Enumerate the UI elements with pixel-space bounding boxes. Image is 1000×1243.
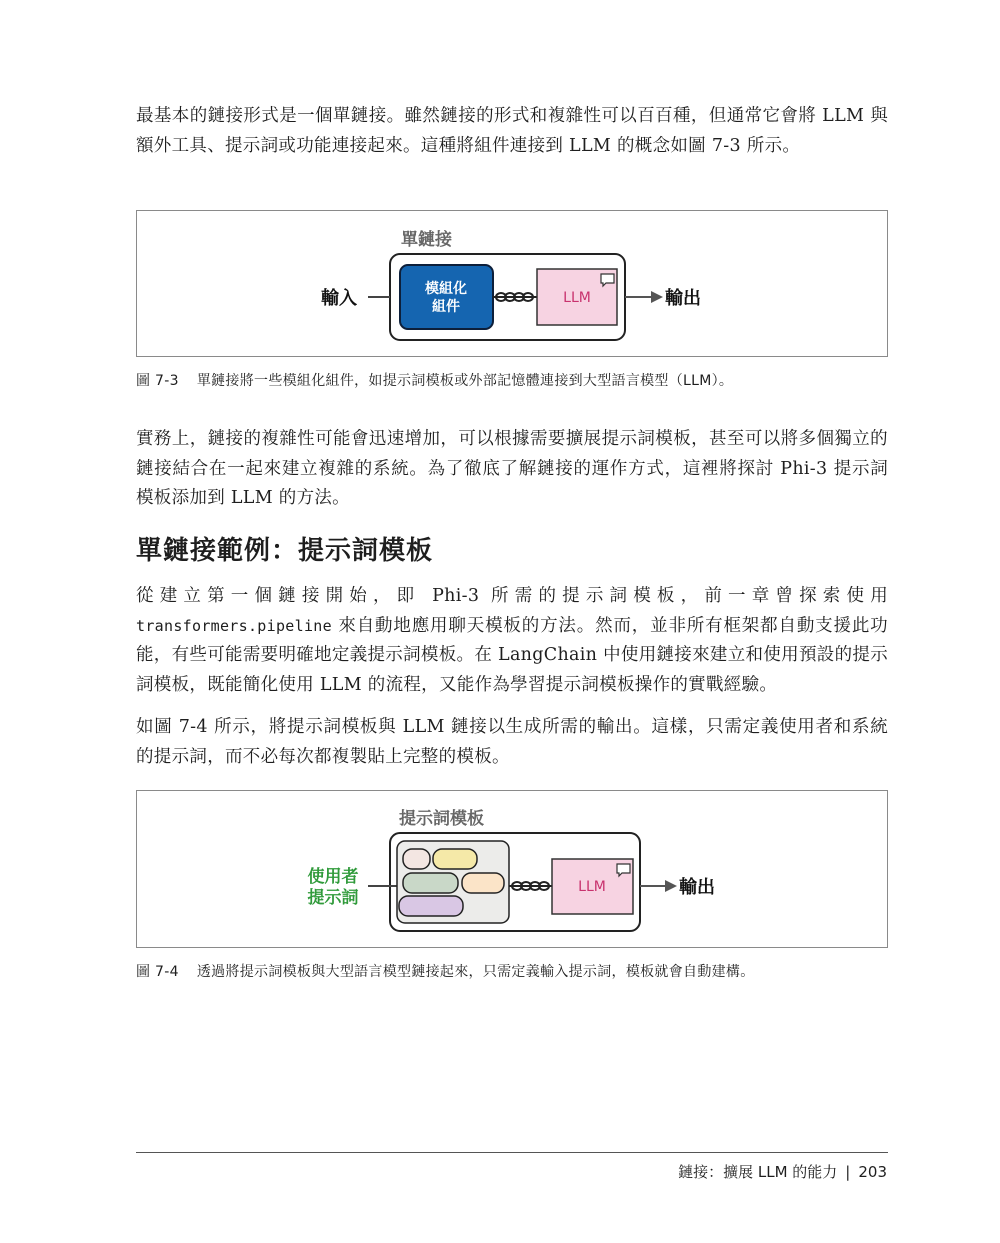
user-prompt-label-1: 使用者 [307, 867, 359, 887]
caption-text: 單鏈接將一些模組化組件，如提示詞模板或外部記憶體連接到大型語言模型（LLM）。 [196, 373, 734, 389]
output-label: 輸出 [679, 877, 715, 898]
paragraph-figure-ref: 如圖 7-4 所示，將提示詞模板與 LLM 鏈接以生成所需的輸出。這樣，只需定義使用者和系統的提示詞，而不必每次都複製貼上完整的模板。 [136, 717, 888, 767]
input-label: 輸入 [321, 288, 357, 309]
inline-code: transformers.pipeline [136, 616, 332, 635]
output-arrow-icon [665, 880, 677, 892]
template-slot [433, 849, 477, 869]
paragraph-complexity: 實務上，鏈接的複雜性可能會迅速增加，可以根據需要擴展提示詞模板，甚至可以將多個獨立的鏈接結合在一起來建立複雜的系統。為了徹底了解鏈接的運作方式，這裡將探討 Phi-3 提示詞模板添加到 LLM 的方法。 [136, 429, 888, 508]
caption-number: 圖 7-4 [136, 964, 179, 980]
figure-7-3 [136, 210, 888, 357]
modular-component-label-1: 模組化 [425, 281, 467, 297]
template-slot [462, 873, 504, 893]
template-slot [403, 849, 430, 869]
paragraph-example: 從建立第一個鏈接開始，即 Phi-3 所需的提示詞模板，前一章曾探索使用 transformers.pipeline 來自動地應用聊天模板的方法。然而，並非所有框架都自動支援此功能，有些可能需要明確地定義提示詞模板。在 LangChain 中使用鏈接來建立和使用預設的提示詞模板，既能簡化使用 LLM 的流程，又能作為學習提示詞模板操作的實戰經驗。 [136, 586, 888, 695]
single-chain-diagram [137, 211, 887, 356]
output-arrow-icon [651, 291, 663, 303]
template-slot [403, 873, 458, 893]
footer-chapter-title: 鏈接：擴展 LLM 的能力 [678, 1163, 838, 1181]
figure-7-4-caption [136, 961, 755, 981]
modular-component-box [400, 265, 493, 329]
modular-component-label-2: 組件 [432, 299, 460, 315]
footer-separator: | [845, 1163, 851, 1181]
figure-7-4 [136, 790, 888, 948]
output-label: 輸出 [665, 288, 701, 309]
page-number: 203 [858, 1163, 887, 1181]
user-prompt-label-2: 提示詞 [307, 888, 359, 908]
prompt-template-title: 提示詞模板 [399, 809, 484, 829]
caption-text: 透過將提示詞模板與大型語言模型鏈接起來，只需定義輸入提示詞，模板就會自動建構。 [196, 964, 755, 980]
paragraph-intro: 最基本的鏈接形式是一個單鏈接。雖然鏈接的形式和複雜性可以百百種，但通常它會將 LLM 與額外工具、提示詞或功能連接起來。這種將組件連接到 LLM 的概念如圖 7-3 所示。 [136, 106, 888, 156]
figure-7-3-caption [136, 370, 733, 390]
section-heading: 單鏈接範例：提示詞模板 [136, 536, 434, 566]
footer-divider [136, 1152, 888, 1153]
llm-label: LLM [578, 879, 606, 895]
page-footer [678, 1161, 887, 1182]
prompt-template-diagram [137, 791, 887, 947]
single-chain-title: 單鏈接 [401, 230, 452, 250]
caption-number: 圖 7-3 [136, 373, 179, 389]
template-slot [399, 896, 463, 916]
llm-label: LLM [563, 290, 591, 306]
